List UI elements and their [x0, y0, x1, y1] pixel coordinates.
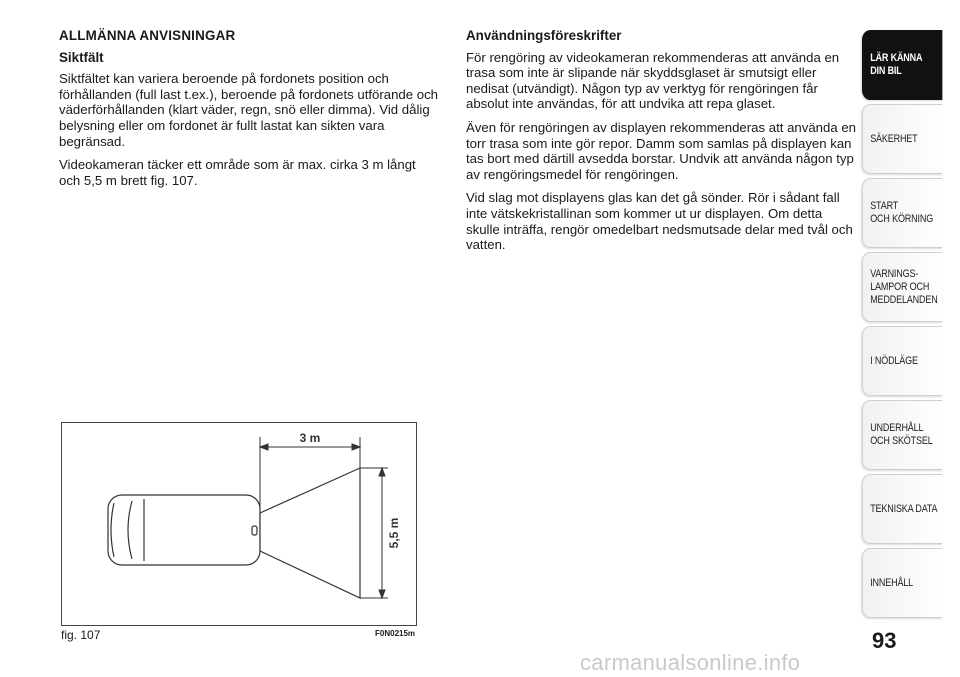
tab-i-nodlage[interactable] — [862, 326, 942, 396]
section-heading: ALLMÄNNA ANVISNINGAR — [59, 28, 236, 43]
paragraph: Siktfältet kan variera beroende på fordonets position och förhållanden (full last t.ex.), beroende på fordonets utförande och väderförhållanden (klart väder, regn, snö eller dimma). Vid dålig belysning eller om fordonet är fullt lastat kan sikten vara begränsad. — [59, 71, 439, 149]
tab-label: START OCH KÖRNING — [870, 200, 934, 225]
tab-varningslampor[interactable] — [862, 252, 942, 322]
figure-code: F0N0215m — [375, 629, 416, 638]
tab-label: SÄKERHET — [870, 132, 918, 145]
tab-label: INNEHÅLL — [870, 576, 914, 589]
tab-lar-kanna-din-bil[interactable] — [862, 30, 942, 100]
watermark: carmanualsonline.info — [580, 650, 801, 675]
tab-label: I NÖDLÄGE — [870, 354, 918, 367]
paragraph: Videokameran täcker ett område som är max. cirka 3 m långt och 5,5 m brett fig. 107. — [59, 157, 416, 188]
length-label: 3 m — [299, 431, 321, 445]
right-column — [466, 28, 856, 261]
tab-innehall[interactable] — [862, 548, 942, 618]
figure-caption: fig. 107 — [61, 628, 101, 642]
width-dimension — [360, 468, 388, 598]
paragraph: För rengöring av videokameran rekommenderas att använda en trasa som inte är slipande när skyddsglaset är smutsigt eller nedisat (utvändigt). Någon typ av verktyg för rengöringen får absolut inte användas, för att undvika att repa glaset. — [466, 49, 840, 112]
page-number: 93 — [872, 628, 897, 653]
tab-label: TEKNISKA DATA — [870, 502, 938, 515]
left-column — [59, 28, 439, 196]
subheading-anvandningsforeskrifter: Användningsföreskrifter — [466, 28, 622, 43]
camera-coverage-figure — [61, 422, 417, 626]
van-illustration — [108, 495, 260, 565]
tab-sakerhet[interactable] — [862, 104, 942, 174]
chapter-tabs — [862, 30, 960, 622]
tab-tekniska-data[interactable] — [862, 474, 942, 544]
tab-label: VARNINGS- LAMPOR OCH MEDDELANDEN — [870, 267, 938, 306]
paragraph: Vid slag mot displayens glas kan det gå sönder. Rör i sådant fall inte vätskekristallinan som kommer ut ur displayen. Om detta skulle inträffa, rengör omedelbart nedsmutsade delar med tvål och vatten. — [466, 190, 853, 253]
subheading-siktfalt: Siktfält — [59, 49, 104, 65]
width-label: 5,5 m — [387, 517, 401, 549]
field-of-view-area — [260, 468, 360, 598]
tab-label: LÄR KÄNNA DIN BIL — [870, 52, 923, 77]
tab-start-och-korning[interactable] — [862, 178, 942, 248]
tab-underhall[interactable] — [862, 400, 942, 470]
paragraph: Även för rengöringen av displayen rekommenderas att använda en torr trasa som inte gör repor. Damm som samlas på displayen kan tas bort med därtill avsedda borstar. Undvik att använda någon typ av rengöringsmedel för rengöringen. — [466, 119, 857, 182]
tab-label: UNDERHÅLL OCH SKÖTSEL — [870, 422, 933, 447]
